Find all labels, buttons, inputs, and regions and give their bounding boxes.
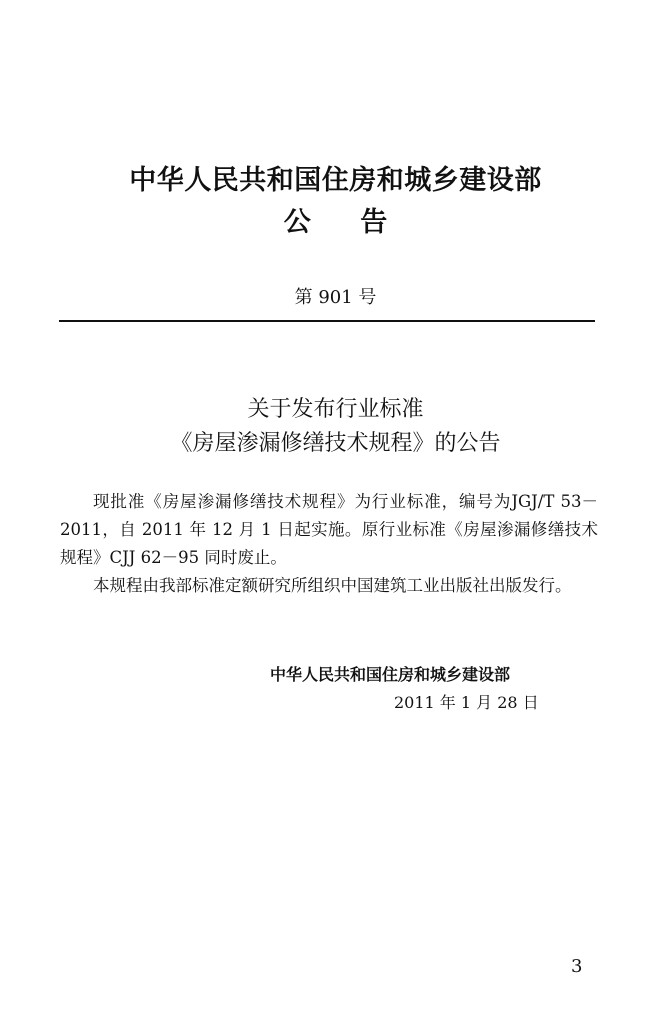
body-text: [60, 488, 598, 600]
notice-title: 公 告: [283, 207, 388, 238]
signature-date: 2011 年 1 月 28 日: [394, 693, 539, 712]
ministry-title: 中华人民共和国住房和城乡建设部: [129, 165, 542, 196]
page-number: 3: [571, 956, 583, 977]
body-paragraph-2: 本规程由我部标准定额研究所组织中国建筑工业出版社出版发行。: [93, 576, 572, 595]
body-paragraph-1: 现批准《房屋渗漏修缮技术规程》为行业标准，编号为JGJ/T 53－2011，自 2011 年 12 月 1 日起实施。原行业标准《房屋渗漏修缮技术规程》CJJ 62－95 同时废止。: [60, 492, 598, 567]
signature-organization: 中华人民共和国住房和城乡建设部: [270, 665, 511, 684]
subject-line-1: 关于发布行业标准: [247, 397, 424, 422]
header-divider: [59, 320, 595, 322]
notice-number: 第 901 号: [294, 287, 377, 308]
subject-line-2: 《房屋渗漏修缮技术规程》的公告: [170, 431, 501, 456]
